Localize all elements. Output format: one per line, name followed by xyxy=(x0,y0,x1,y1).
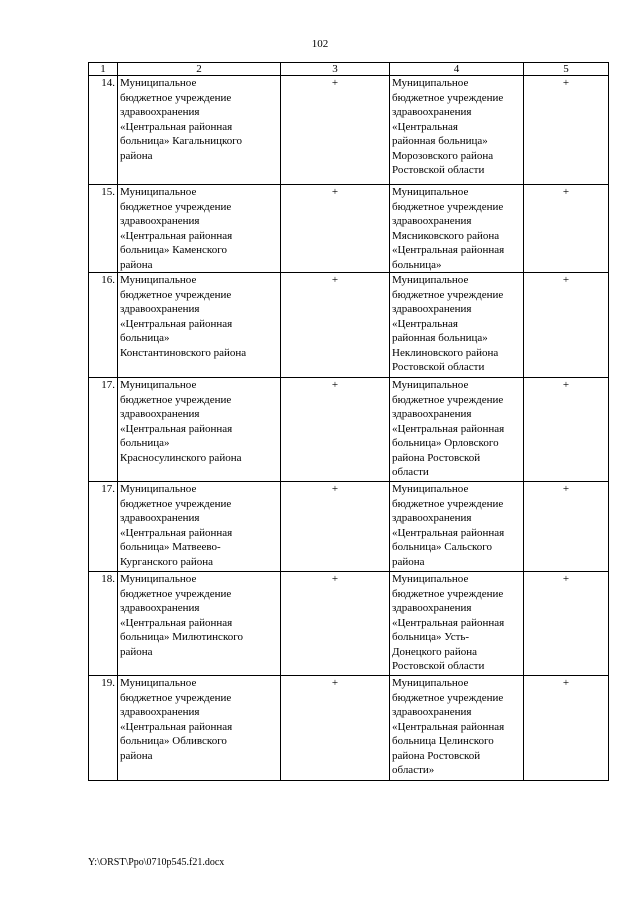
institution-name: Муниципальное бюджетное учреждение здравоохранения «Центральная районная больница» Кагальницкого района xyxy=(118,76,281,185)
plus-mark: + xyxy=(524,572,609,676)
plus-mark: + xyxy=(524,273,609,378)
document-file-path: Y:\ORST\Ppo\0710p545.f21.docx xyxy=(88,857,225,868)
column-header: 3 xyxy=(281,63,390,76)
column-header: 2 xyxy=(118,63,281,76)
plus-mark: + xyxy=(524,378,609,482)
plus-mark: + xyxy=(281,676,390,781)
column-header: 4 xyxy=(390,63,524,76)
plus-mark: + xyxy=(281,76,390,185)
institution-name: Муниципальное бюджетное учреждение здравоохранения «Центральная районная больница» Милютинского района xyxy=(118,572,281,676)
table-row xyxy=(89,378,609,482)
plus-mark: + xyxy=(281,572,390,676)
institution-name: Муниципальное бюджетное учреждение здравоохранения «Центральная районная больница» Каменского района xyxy=(118,185,281,273)
table-row xyxy=(89,185,609,273)
document-table xyxy=(88,62,609,781)
row-number: 14. xyxy=(89,76,118,185)
plus-mark: + xyxy=(281,378,390,482)
row-number: 17. xyxy=(89,378,118,482)
table-row xyxy=(89,76,609,185)
plus-mark: + xyxy=(281,185,390,273)
institution-name: Муниципальное бюджетное учреждение здравоохранения «Центральная районная больница» Обливского района xyxy=(118,676,281,781)
plus-mark: + xyxy=(281,482,390,572)
table-row xyxy=(89,676,609,781)
plus-mark: + xyxy=(524,76,609,185)
partner-institution-name: Муниципальное бюджетное учреждение здравоохранения «Центральная районная больница» Орловского района Ростовской области xyxy=(390,378,524,482)
table-row xyxy=(89,482,609,572)
row-number: 18. xyxy=(89,572,118,676)
plus-mark: + xyxy=(524,185,609,273)
plus-mark: + xyxy=(524,676,609,781)
partner-institution-name: Муниципальное бюджетное учреждение здравоохранения «Центральная районная больница Целинского района Ростовской области» xyxy=(390,676,524,781)
row-number: 17. xyxy=(89,482,118,572)
column-header: 5 xyxy=(524,63,609,76)
plus-mark: + xyxy=(524,482,609,572)
institution-name: Муниципальное бюджетное учреждение здравоохранения «Центральная районная больница» Матвеево- Курганского района xyxy=(118,482,281,572)
partner-institution-name: Муниципальное бюджетное учреждение здравоохранения «Центральная районная больница» Сальского района xyxy=(390,482,524,572)
partner-institution-name: Муниципальное бюджетное учреждение здравоохранения «Центральная районная больница» Неклиновского района Ростовской области xyxy=(390,273,524,378)
partner-institution-name: Муниципальное бюджетное учреждение здравоохранения «Центральная районная больница» Усть- Донецкого района Ростовской области xyxy=(390,572,524,676)
plus-mark: + xyxy=(281,273,390,378)
partner-institution-name: Муниципальное бюджетное учреждение здравоохранения «Центральная районная больница» Морозовского района Ростовской области xyxy=(390,76,524,185)
table-header-row xyxy=(89,63,609,76)
institution-name: Муниципальное бюджетное учреждение здравоохранения «Центральная районная больница» Константиновского района xyxy=(118,273,281,378)
row-number: 16. xyxy=(89,273,118,378)
partner-institution-name: Муниципальное бюджетное учреждение здравоохранения Мясниковского района «Центральная районная больница» xyxy=(390,185,524,273)
table-row xyxy=(89,273,609,378)
row-number: 15. xyxy=(89,185,118,273)
row-number: 19. xyxy=(89,676,118,781)
table-row xyxy=(89,572,609,676)
page-number: 102 xyxy=(311,38,329,50)
column-header: 1 xyxy=(89,63,118,76)
institution-name: Муниципальное бюджетное учреждение здравоохранения «Центральная районная больница» Красносулинского района xyxy=(118,378,281,482)
